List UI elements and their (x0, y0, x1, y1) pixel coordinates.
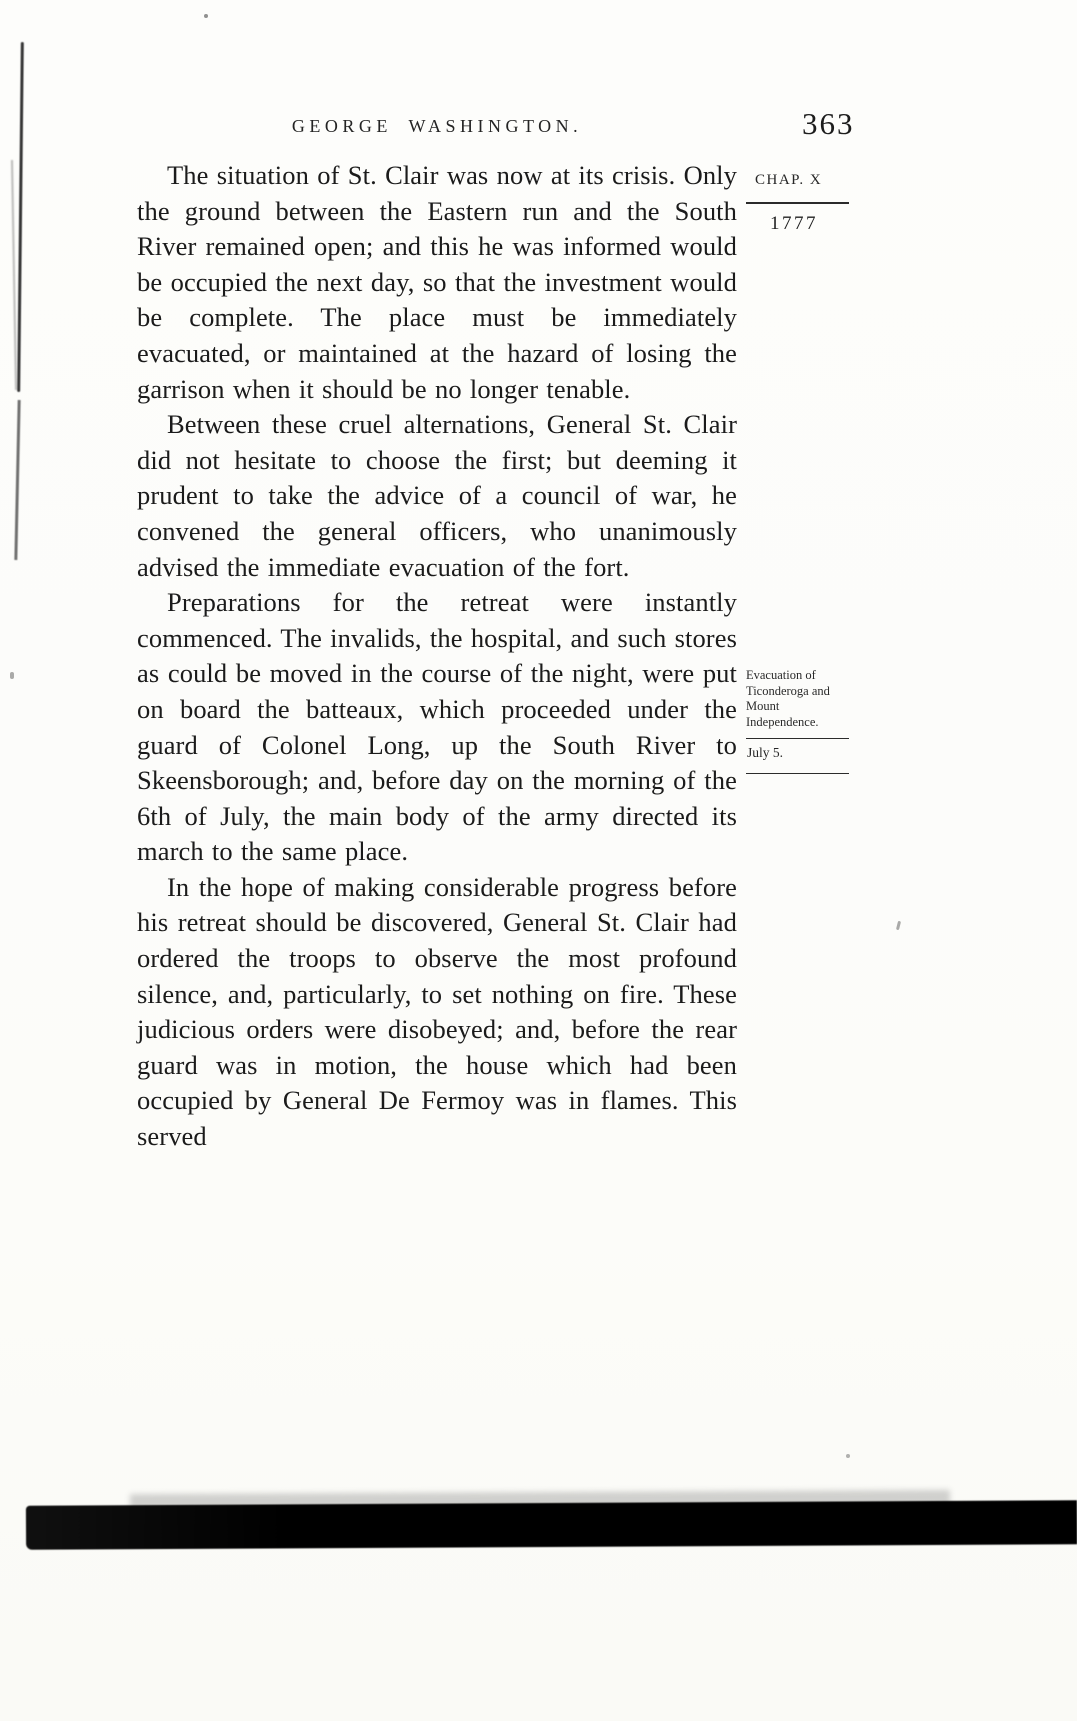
paragraph-2: Between these cruel alternations, General St. Clair did not hesitate to choose the first; but deeming it prudent to take the advice of a council of war, he convened the general officers, who unanimously advised the immediate evacuation of the fort. (137, 409, 737, 582)
running-header: GEORGE WASHINGTON. (291, 116, 583, 136)
scan-speck (896, 921, 901, 930)
paragraph-1: The situation of St. Clair was now at its crisis. Only the ground between the Eastern run and the South River remained open; and this he was informed would be occupied the next day, so that the investment would be complete. The place must be immediately evacuated, or maintained at the hazard of losing the garrison when it should be no longer tenable. (137, 160, 737, 404)
margin-rule (746, 202, 849, 204)
margin-note-chapter: CHAP. X (755, 172, 823, 188)
scan-mark (10, 672, 14, 679)
page-number: 363 (802, 106, 855, 141)
scan-speck (846, 1454, 850, 1458)
text-block (137, 158, 737, 1155)
scan-speck (204, 14, 208, 18)
margin-rule (746, 773, 849, 774)
scan-mark (17, 42, 24, 392)
margin-note-date: July 5. (747, 745, 784, 760)
scan-mark (11, 160, 17, 390)
scan-artifact-bottom-band (26, 1500, 1077, 1550)
scan-mark (14, 400, 20, 560)
paragraph-3: Preparations for the retreat were instantly commenced. The invalids, the hospital, and such stores as could be moved in the course of the night, were put on board the batteaux, which proceeded under the guard of Colonel Long, up the South River to Skeensborough; and, before day on the morning of the 6th of July, the main body of the army directed its march to the same place. (137, 587, 737, 867)
margin-note-year: 1777 (770, 213, 818, 234)
margin-note-sidenote: Evacuation of Ticonderoga and Mount Independence. (746, 668, 830, 729)
paragraph-4: In the hope of making considerable progress before his retreat should be discovered, General St. Clair had ordered the troops to observe the most profound silence, and, particularly, to set nothing on fire. These judicious orders were disobeyed; and, before the rear guard was in motion, the house which had been occupied by General De Fermoy was in flames. This served (137, 871, 737, 1152)
margin-rule (746, 738, 849, 739)
